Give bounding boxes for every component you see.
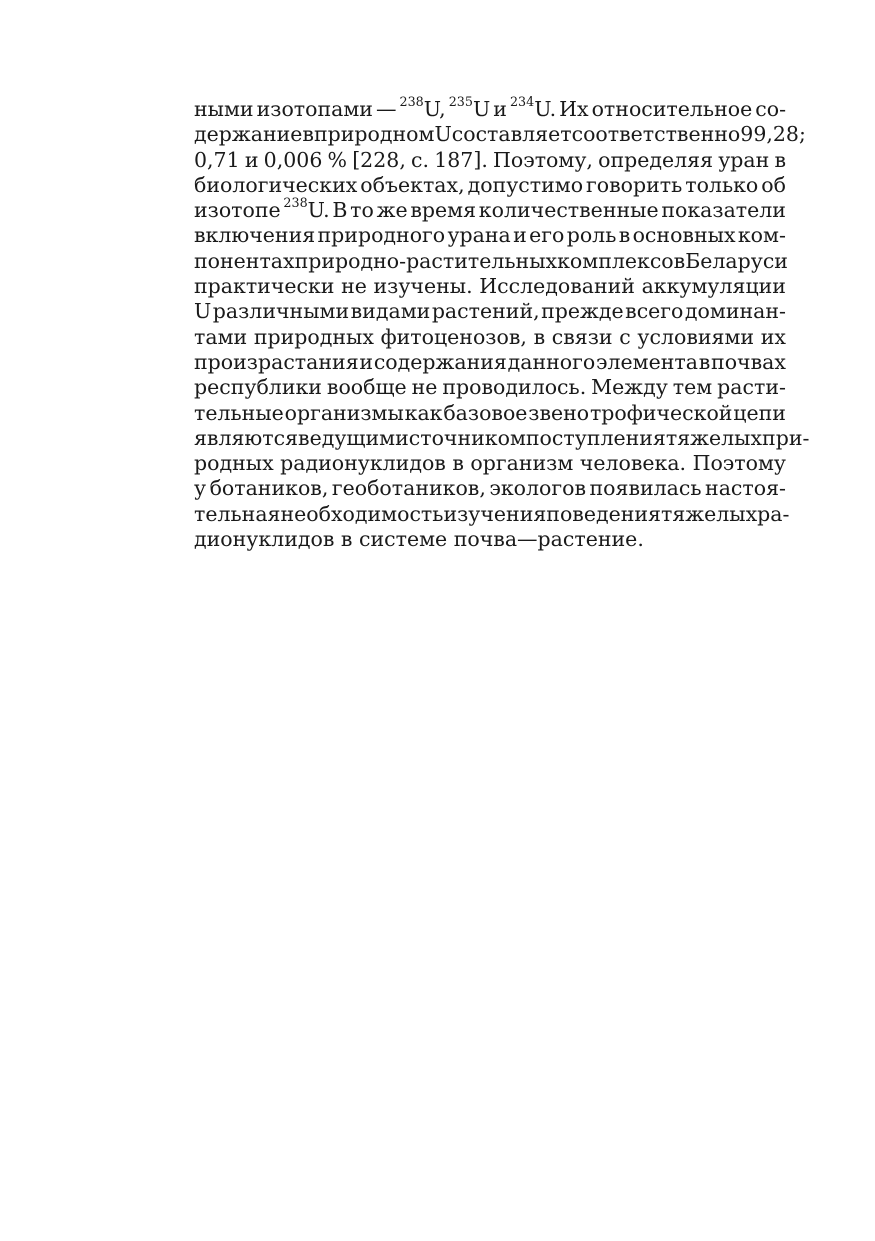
text-line bbox=[194, 476, 786, 501]
word: дионуклидов bbox=[194, 527, 335, 552]
word: его bbox=[529, 223, 565, 248]
word: количественные bbox=[478, 198, 659, 223]
word: поведения bbox=[546, 501, 661, 526]
word: фитоценозов, bbox=[380, 324, 527, 349]
word: биологических bbox=[194, 172, 358, 197]
text-line bbox=[194, 122, 806, 147]
word: человека. bbox=[579, 451, 687, 476]
text-line bbox=[194, 401, 786, 426]
word: элемента bbox=[596, 349, 698, 374]
word: системе bbox=[359, 527, 448, 552]
word: организмы bbox=[284, 400, 404, 425]
word: звено bbox=[528, 400, 590, 425]
word: об bbox=[761, 172, 786, 197]
word: вообще bbox=[326, 375, 407, 400]
word: в bbox=[533, 324, 546, 349]
word: практически bbox=[194, 274, 335, 299]
word: экологов bbox=[489, 476, 586, 501]
word bbox=[448, 94, 491, 122]
word: ра- bbox=[757, 501, 790, 526]
word: их bbox=[760, 324, 786, 349]
word: расти- bbox=[717, 375, 786, 400]
text-line bbox=[194, 501, 790, 527]
word: тельные bbox=[194, 400, 284, 425]
word: поступления bbox=[525, 425, 666, 450]
word: появилась bbox=[589, 476, 702, 501]
word: Их bbox=[559, 97, 589, 121]
word: в bbox=[302, 122, 314, 147]
element-symbol: U. bbox=[307, 198, 330, 223]
word: держание bbox=[194, 122, 303, 147]
isotope-mass-number: 234 bbox=[509, 94, 535, 110]
word: радионуклидов bbox=[280, 451, 446, 476]
isotope-mass-number: 235 bbox=[448, 94, 473, 110]
word: % bbox=[327, 147, 348, 172]
word: цепи bbox=[733, 400, 786, 425]
word: относительное bbox=[591, 97, 753, 121]
word bbox=[399, 94, 446, 122]
word: говорить bbox=[586, 172, 683, 197]
word: растений, bbox=[431, 299, 540, 324]
word: всего bbox=[625, 299, 684, 324]
word: в bbox=[774, 147, 786, 172]
text-line bbox=[194, 527, 786, 552]
word: тельная bbox=[194, 501, 281, 526]
text-line bbox=[194, 148, 786, 173]
text-line bbox=[194, 299, 786, 324]
word: со- bbox=[755, 97, 786, 121]
word: ком- bbox=[737, 223, 786, 248]
word: природного bbox=[317, 223, 446, 248]
element-symbol: U. bbox=[534, 97, 557, 121]
word: понентах bbox=[194, 248, 295, 273]
word: природных bbox=[253, 324, 374, 349]
word: и bbox=[493, 97, 507, 121]
isotope-mass-number: 238 bbox=[399, 94, 424, 110]
word: время bbox=[410, 198, 477, 223]
word bbox=[283, 195, 330, 223]
word: тем bbox=[672, 375, 713, 400]
word: при- bbox=[762, 425, 810, 450]
word: с. bbox=[411, 147, 430, 172]
word: прежде bbox=[541, 299, 624, 324]
word: показатели bbox=[661, 198, 786, 223]
word: Поэтому, bbox=[493, 147, 593, 172]
word: 0,006 bbox=[263, 147, 323, 172]
word: тяжелых bbox=[665, 425, 763, 450]
word: включения bbox=[194, 223, 316, 248]
word: — bbox=[376, 97, 397, 121]
word: базовое bbox=[443, 400, 528, 425]
word: проводилось. bbox=[442, 375, 587, 400]
word: и bbox=[359, 349, 374, 374]
word: в bbox=[340, 527, 353, 552]
word: роль bbox=[566, 223, 617, 248]
word: основных bbox=[632, 223, 736, 248]
text-line bbox=[194, 375, 786, 400]
isotope-mass-number: 238 bbox=[283, 195, 308, 211]
word: природном bbox=[313, 122, 435, 147]
word: аккумуляции bbox=[641, 274, 786, 299]
word: природно-растительных bbox=[294, 248, 558, 273]
word: уран bbox=[718, 147, 770, 172]
word: комплексов bbox=[557, 248, 686, 273]
word: Между bbox=[591, 375, 668, 400]
body-paragraph bbox=[194, 94, 810, 552]
word: изучены. bbox=[373, 274, 473, 299]
word: произрастания bbox=[194, 349, 359, 374]
word: доминан- bbox=[684, 299, 786, 324]
element-symbol: U, bbox=[423, 97, 446, 121]
word: организм bbox=[470, 451, 574, 476]
word: и bbox=[244, 147, 259, 172]
word: данного bbox=[507, 349, 596, 374]
word: 187]. bbox=[434, 147, 488, 172]
word: родных bbox=[194, 451, 274, 476]
word: Исследований bbox=[479, 274, 635, 299]
text-line bbox=[194, 425, 810, 451]
word: тяжелых bbox=[661, 501, 758, 526]
text-line bbox=[194, 249, 786, 274]
word: то bbox=[350, 198, 374, 223]
text-line bbox=[194, 325, 786, 350]
word: U bbox=[194, 299, 212, 324]
word: настоя- bbox=[705, 476, 786, 501]
word: и bbox=[513, 223, 527, 248]
word: допустимо bbox=[467, 172, 584, 197]
word: в bbox=[618, 223, 631, 248]
word: условиями bbox=[637, 324, 755, 349]
word: изучения bbox=[443, 501, 547, 526]
word: ботаников, bbox=[209, 476, 329, 501]
text-line bbox=[194, 274, 786, 299]
word: геоботаников, bbox=[331, 476, 486, 501]
word: изотопе bbox=[194, 198, 281, 223]
word: в bbox=[698, 349, 711, 374]
word: Беларуси bbox=[685, 248, 788, 273]
word: урана bbox=[447, 223, 511, 248]
word: как bbox=[404, 400, 443, 425]
word: видами bbox=[350, 299, 431, 324]
word: [228, bbox=[352, 147, 406, 172]
word: в bbox=[452, 451, 464, 476]
word: источником bbox=[395, 425, 526, 450]
word: трофической bbox=[589, 400, 733, 425]
word bbox=[509, 94, 557, 122]
word: республики bbox=[194, 375, 322, 400]
word: почвах bbox=[711, 349, 786, 374]
word: ными bbox=[194, 97, 254, 121]
word: содержания bbox=[373, 349, 507, 374]
word: ведущим bbox=[298, 425, 396, 450]
word: 99,28; bbox=[740, 122, 806, 147]
word: изотопами bbox=[256, 97, 373, 121]
word: являются bbox=[194, 425, 299, 450]
word: не bbox=[341, 274, 367, 299]
word: необходимость bbox=[280, 501, 444, 526]
word: U bbox=[434, 122, 452, 147]
word: соответственно bbox=[571, 122, 741, 147]
text-line bbox=[194, 350, 786, 375]
word: составляет bbox=[451, 122, 572, 147]
word: же bbox=[376, 198, 408, 223]
word: тами bbox=[194, 324, 248, 349]
text-line bbox=[194, 195, 786, 223]
text-line bbox=[194, 223, 786, 248]
word: с bbox=[619, 324, 631, 349]
word: объектах, bbox=[360, 172, 465, 197]
word: определяя bbox=[598, 147, 714, 172]
word: Поэтому bbox=[692, 451, 786, 476]
element-symbol: U bbox=[472, 97, 491, 121]
word: только bbox=[685, 172, 759, 197]
word: у bbox=[194, 476, 207, 501]
word: почва—растение. bbox=[453, 527, 644, 552]
text-line bbox=[194, 94, 786, 122]
text-line bbox=[194, 451, 786, 476]
word: 0,71 bbox=[194, 147, 240, 172]
word: различными bbox=[212, 299, 350, 324]
word: не bbox=[411, 375, 438, 400]
word: связи bbox=[551, 324, 613, 349]
word: В bbox=[332, 198, 348, 223]
